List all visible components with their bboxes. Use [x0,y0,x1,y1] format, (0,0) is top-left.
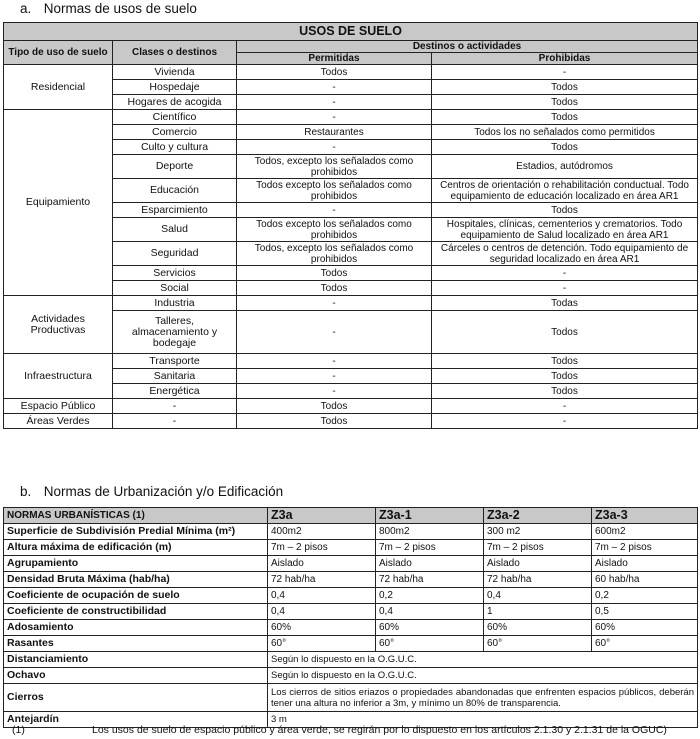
land-use-type-cell: Espacio Público [4,399,113,414]
urban-norm-row [4,556,698,572]
permitted-cell: Todos excepto los señalados como prohibidos [237,179,432,203]
prohibited-cell: - [432,281,698,296]
urban-norm-label: Coeficiente de ocupación de suelo [4,588,268,604]
land-use-class-cell: Hospedaje [113,80,237,95]
urban-norm-row [4,572,698,588]
col-tipo-header: Tipo de uso de suelo [4,41,113,65]
section-a-label: a. [20,1,32,16]
prohibited-cell: - [432,266,698,281]
prohibited-cell: Todos [432,203,698,218]
urban-norm-value: 400m2 [268,524,376,540]
land-use-class-cell: Científico [113,110,237,125]
urban-norm-label: Rasantes [4,636,268,652]
urban-norm-value: 7m – 2 pisos [484,540,592,556]
prohibited-cell: - [432,65,698,80]
urban-norm-label: Superficie de Subdivisión Predial Mínima (m²) [4,524,268,540]
land-use-class-cell: Hogares de acogida [113,95,237,110]
urban-norm-wide-value: 3 m [268,712,698,728]
urban-norm-row [4,652,698,668]
urban-norm-label: Altura máxima de edificación (m) [4,540,268,556]
permitted-cell: - [237,110,432,125]
land-use-table [3,22,698,429]
urban-norm-value: 0,4 [268,604,376,620]
land-use-class-cell: Social [113,281,237,296]
land-use-row [4,65,698,80]
urban-norm-value: 0,4 [484,588,592,604]
prohibited-cell: Todos [432,140,698,155]
urban-norm-label: Distanciamiento [4,652,268,668]
urban-norm-value: 60% [376,620,484,636]
land-use-type-cell: Infraestructura [4,354,113,399]
footnote [12,724,700,736]
urban-norm-value: 72 hab/ha [268,572,376,588]
land-use-class-cell: - [113,399,237,414]
urban-norm-row [4,604,698,620]
land-use-row [4,296,698,311]
urban-norm-label: Cierros [4,684,268,712]
zone-header: Z3a-1 [376,508,484,524]
section-a-title [20,1,197,16]
permitted-cell: Todos [237,65,432,80]
urban-norm-row [4,620,698,636]
prohibited-cell: Todos [432,384,698,399]
permitted-cell: Todos excepto los señalados como prohibidos [237,218,432,242]
permitted-cell: Todos [237,414,432,429]
prohibited-cell: Centros de orientación o rehabilitación conductual. Todo equipamiento de educación localizado en área AR1 [432,179,698,203]
col-prohibidas-header: Prohibidas [432,53,698,65]
prohibited-cell: Todos [432,95,698,110]
urban-norm-value: Aislado [376,556,484,572]
footnote-text: Los usos de suelo de espacio público y área verde, se regirán por lo dispuesto en los artículos 2.1.30 y 2.1.31 de la OGUC) [92,724,667,736]
urban-norm-value: 60° [376,636,484,652]
urban-norm-value: 0,2 [376,588,484,604]
urban-norm-row [4,588,698,604]
land-use-class-cell: Vivienda [113,65,237,80]
prohibited-cell: Todas [432,296,698,311]
urban-norm-wide-value: Según lo dispuesto en la O.G.U.C. [268,652,698,668]
prohibited-cell: Hospitales, clínicas, cementerios y crematorios. Todo equipamiento de Salud localizado en área AR1 [432,218,698,242]
urban-norm-value: 600m2 [592,524,698,540]
urban-norms-table-body [4,508,698,728]
urban-norm-label: Ochavo [4,668,268,684]
permitted-cell: - [237,311,432,354]
zone-header: Z3a-2 [484,508,592,524]
urban-norm-value: 60% [592,620,698,636]
prohibited-cell: Todos [432,80,698,95]
land-use-class-cell: Sanitaria [113,369,237,384]
land-use-class-cell: Servicios [113,266,237,281]
urban-norm-value: 60% [268,620,376,636]
zone-header: Z3a [268,508,376,524]
urban-norm-value: 60° [592,636,698,652]
urban-norm-row [4,636,698,652]
urban-norm-row [4,668,698,684]
urban-norm-wide-value: Según lo dispuesto en la O.G.U.C. [268,668,698,684]
land-use-class-cell: Industria [113,296,237,311]
land-use-row [4,354,698,369]
section-b-title [20,484,283,499]
urban-norms-table [3,507,698,728]
land-use-class-cell: Esparcimiento [113,203,237,218]
land-use-type-cell: Equipamiento [4,110,113,296]
urban-norm-value: Aislado [484,556,592,572]
urban-norms-header-row [4,508,698,524]
prohibited-cell: Todos [432,311,698,354]
section-a-text: Normas de usos de suelo [43,1,197,16]
land-use-row [4,414,698,429]
urban-norm-value: 60° [268,636,376,652]
prohibited-cell: Cárceles o centros de detención. Todo equipamiento de seguridad localizado en área AR1 [432,242,698,266]
urban-norm-value: 300 m2 [484,524,592,540]
permitted-cell: - [237,369,432,384]
urban-norm-value: 72 hab/ha [484,572,592,588]
permitted-cell: Todos, excepto los señalados como prohibidos [237,155,432,179]
prohibited-cell: Estadios, autódromos [432,155,698,179]
urban-norm-value: 0,4 [376,604,484,620]
zone-header: Z3a-3 [592,508,698,524]
land-use-table-title: USOS DE SUELO [4,23,698,41]
land-use-table-body [4,65,698,429]
prohibited-cell: Todos [432,354,698,369]
permitted-cell: Todos [237,399,432,414]
col-clases-header: Clases o destinos [113,41,237,65]
land-use-class-cell: Culto y cultura [113,140,237,155]
urban-norm-label: Densidad Bruta Máxima (hab/ha) [4,572,268,588]
urban-norm-label: Coeficiente de constructibilidad [4,604,268,620]
permitted-cell: - [237,203,432,218]
urban-norm-row [4,684,698,712]
land-use-class-cell: Seguridad [113,242,237,266]
urban-norm-value: 0,5 [592,604,698,620]
land-use-type-cell: Áreas Verdes [4,414,113,429]
urban-norm-label: Antejardín [4,712,268,728]
urban-norm-wide-value: Los cierros de sitios eriazos o propiedades abandonadas que enfrenten espacios públicos, deberán tener una altura no inferior a 3m, y mínimo un 80% de transparencia. [268,684,698,712]
land-use-class-cell: Comercio [113,125,237,140]
permitted-cell: - [237,80,432,95]
land-use-row [4,110,698,125]
col-destinos-header: Destinos o actividades [237,41,698,53]
col-permitidas-header: Permitidas [237,53,432,65]
prohibited-cell: - [432,414,698,429]
permitted-cell: Todos, excepto los señalados como prohibidos [237,242,432,266]
prohibited-cell: - [432,399,698,414]
urban-norm-value: 60% [484,620,592,636]
permitted-cell: Restaurantes [237,125,432,140]
land-use-class-cell: Salud [113,218,237,242]
land-use-class-cell: - [113,414,237,429]
urban-norm-value: Aislado [592,556,698,572]
permitted-cell: - [237,140,432,155]
land-use-type-cell: Residencial [4,65,113,110]
land-use-type-cell: Actividades Productivas [4,296,113,354]
urban-norm-value: 1 [484,604,592,620]
permitted-cell: - [237,384,432,399]
urban-norm-row [4,524,698,540]
urban-norms-header-label: NORMAS URBANÍSTICAS (1) [4,508,268,524]
urban-norm-value: 0,2 [592,588,698,604]
land-use-row [4,399,698,414]
urban-norm-value: 0,4 [268,588,376,604]
permitted-cell: - [237,354,432,369]
urban-norm-value: 800m2 [376,524,484,540]
urban-norm-value: 60° [484,636,592,652]
land-use-class-cell: Energética [113,384,237,399]
permitted-cell: Todos [237,266,432,281]
urban-norm-label: Adosamiento [4,620,268,636]
urban-norm-row [4,540,698,556]
urban-norm-value: 7m – 2 pisos [592,540,698,556]
land-use-class-cell: Transporte [113,354,237,369]
section-b-text: Normas de Urbanización y/o Edificación [43,484,284,499]
prohibited-cell: Todos [432,369,698,384]
permitted-cell: Todos [237,281,432,296]
land-use-class-cell: Talleres, almacenamiento y bodegaje [113,311,237,354]
urban-norm-value: 7m – 2 pisos [268,540,376,556]
urban-norm-value: Aislado [268,556,376,572]
urban-norm-label: Agrupamiento [4,556,268,572]
permitted-cell: - [237,296,432,311]
land-use-class-cell: Educación [113,179,237,203]
land-use-class-cell: Deporte [113,155,237,179]
urban-norm-value: 60 hab/ha [592,572,698,588]
prohibited-cell: Todos [432,110,698,125]
urban-norm-value: 72 hab/ha [376,572,484,588]
prohibited-cell: Todos los no señalados como permitidos [432,125,698,140]
footnote-marker: (1) [12,724,25,736]
urban-norm-value: 7m – 2 pisos [376,540,484,556]
section-b-label: b. [20,484,32,499]
permitted-cell: - [237,95,432,110]
